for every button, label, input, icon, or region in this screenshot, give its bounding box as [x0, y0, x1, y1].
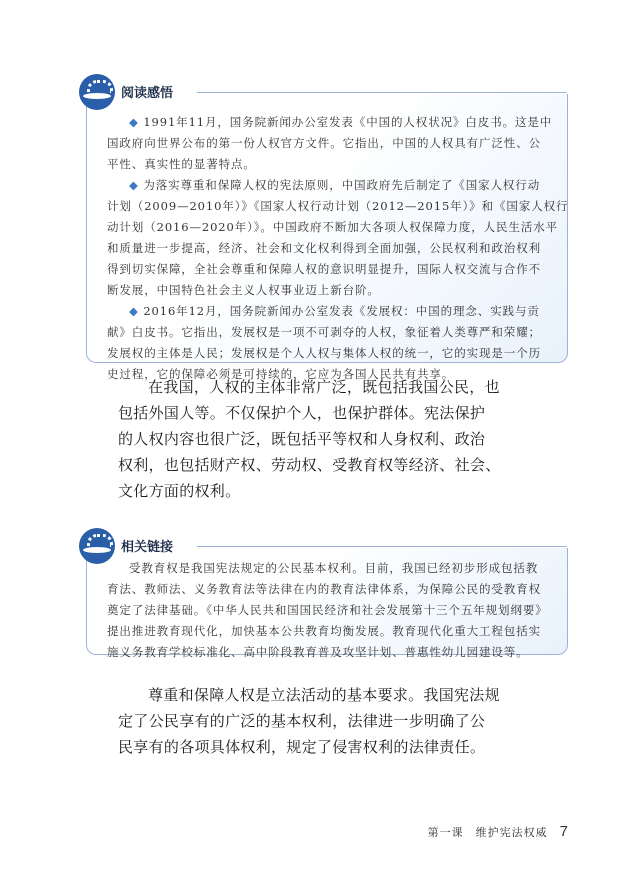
- reading-box-title: 阅读感悟: [121, 86, 174, 101]
- body-paragraph-1: [118, 374, 501, 504]
- box-line: [107, 301, 553, 322]
- diamond-bullet-icon: ◆: [129, 178, 139, 192]
- box-line: [107, 558, 553, 579]
- line-text: 史过程，它的保障必须是可持续的，它应为各国人民共有共享。: [107, 367, 455, 381]
- box-line: [107, 175, 553, 196]
- related-link-title: 相关链接: [121, 540, 174, 555]
- box-line: [107, 642, 553, 663]
- line-text: 断发展，中国特色社会主义人权事业迈上新台阶。: [107, 283, 380, 297]
- line-text: 为落实尊重和保障人权的宪法原则，中国政府先后制定了《国家人权行动: [143, 178, 541, 192]
- reading-box-header: [87, 80, 567, 104]
- reading-badge-icon: [79, 74, 115, 110]
- line-text: 2016年12月，国务院新闻办公室发表《发展权：中国的理念、实践与贡: [143, 304, 540, 318]
- line-text: 和质量进一步提高，经济、社会和文化权利得到全面加强，公民权利和政治权利: [107, 241, 541, 255]
- diamond-bullet-icon: ◆: [129, 304, 139, 318]
- paragraph-line: 的人权内容也很广泛，既包括平等权和人身权利、政治: [118, 430, 486, 448]
- box-line: [107, 579, 553, 600]
- box-line: [107, 621, 553, 642]
- diamond-bullet-icon: ◆: [129, 115, 139, 129]
- line-text: 计划（2009—2010年）》《国家人权行动计划（2012—2015年）》和《国家人权行: [107, 199, 569, 213]
- line-text: 动计划（2016—2020年）》。中国政府不断加大各项人权保障力度，人民生活水平: [107, 220, 559, 234]
- box-line: [107, 259, 553, 280]
- related-link-header: [87, 534, 567, 558]
- line-text: 1991年11月，国务院新闻办公室发表《中国的人权状况》白皮书。这是中: [143, 115, 553, 129]
- reading-box-text: [87, 94, 567, 395]
- page-number: 7: [559, 823, 568, 840]
- line-text: 得到切实保障，全社会尊重和保障人权的意识明显提升，国际人权交流与合作不: [107, 262, 541, 276]
- line-text: 提出推进教育现代化，加快基本公共教育均衡发展。教育现代化重大工程包括实: [107, 624, 541, 638]
- reading-box: [86, 86, 569, 381]
- line-text: 施义务教育学校标准化、高中阶段教育普及攻坚计划、普惠性幼儿园建设等。: [107, 645, 529, 659]
- box-line: [107, 112, 553, 133]
- box-line: [107, 600, 553, 621]
- box-line: [107, 238, 553, 259]
- related-link-box: [86, 540, 568, 659]
- paragraph-line: 民享有的各项具体权利，规定了侵害权利的法律责任。: [118, 738, 486, 756]
- line-text: 献》白皮书。它指出，发展权是一项不可剥夺的人权，象征着人类尊严和荣耀；: [107, 325, 541, 339]
- line-text: 发展权的主体是人民；发展权是个人人权与集体人权的统一，它的实现是一个历: [107, 346, 541, 360]
- paragraph-line: 文化方面的权利。: [118, 482, 241, 500]
- paragraph-line: 在我国，人权的主体非常广泛，既包括我国公民，也: [148, 378, 500, 396]
- line-text: 平性、真实性的显著特点。: [107, 157, 256, 171]
- paragraph-line: 定了公民享有的广泛的基本权利，法律进一步明确了公: [118, 712, 486, 730]
- lesson-title: 第一课 维护宪法权威: [427, 826, 548, 839]
- paragraph-line: 包括外国人等。不仅保护个人，也保护群体。宪法保护: [118, 404, 486, 422]
- box-line: [107, 343, 553, 364]
- related-link-badge-icon: [79, 528, 115, 564]
- page-footer: [428, 823, 568, 840]
- paragraph-line: 尊重和保障人权是立法活动的基本要求。我国宪法规: [148, 686, 500, 704]
- box-line: [107, 196, 569, 217]
- body-paragraph-2: [118, 682, 500, 760]
- box-line: [107, 217, 559, 238]
- box-line: [107, 280, 553, 301]
- line-text: 奠定了法律基础。《中华人民共和国国民经济和社会发展第十三个五年规划纲要》: [107, 603, 548, 617]
- box-line: [107, 154, 553, 175]
- paragraph-line: 权利，也包括财产权、劳动权、受教育权等经济、社会、: [118, 456, 501, 474]
- box-line: [107, 322, 553, 343]
- box-line: [107, 133, 553, 154]
- line-text: 国政府向世界公布的第一份人权官方文件。它指出，中国的人权具有广泛性、公: [107, 136, 541, 150]
- line-text: 受教育权是我国宪法规定的公民基本权利。目前，我国已经初步形成包括教: [129, 561, 539, 575]
- line-text: 育法、教师法、义务教育法等法律在内的教育法律体系，为保障公民的受教育权: [107, 582, 541, 596]
- related-link-text: [87, 548, 567, 673]
